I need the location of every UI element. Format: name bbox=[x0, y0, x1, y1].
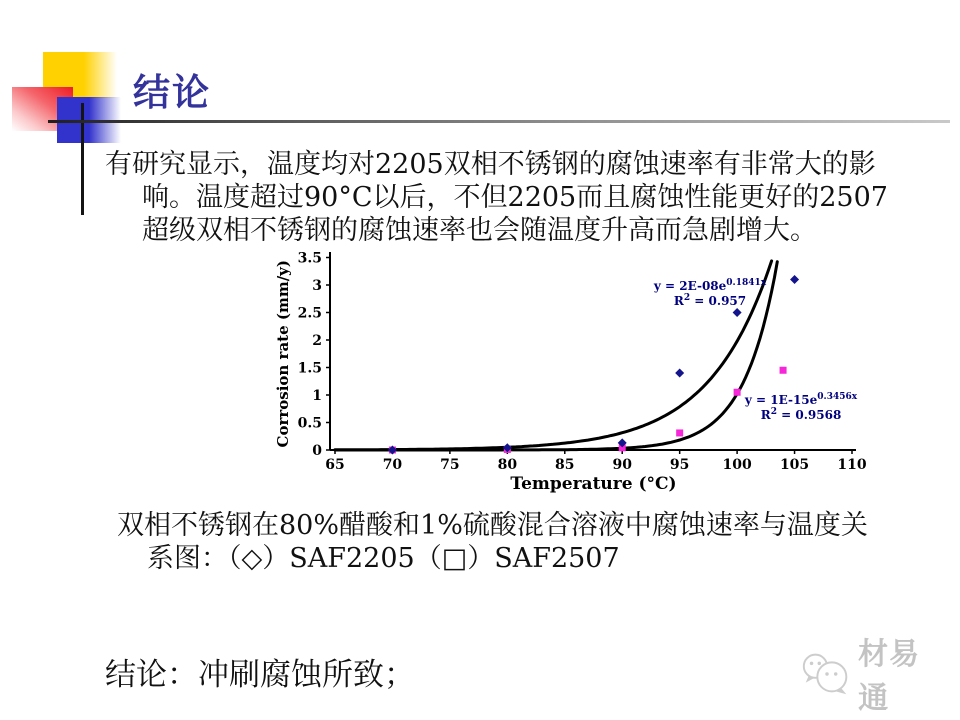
figure-caption-line1: 双相不锈钢在80%醋酸和1%硫酸混合溶液中腐蚀速率与温度关 bbox=[117, 510, 868, 541]
svg-text:3.5: 3.5 bbox=[297, 250, 322, 267]
svg-text:2: 2 bbox=[312, 333, 322, 349]
svg-text:Corrosion rate (mm/y): Corrosion rate (mm/y) bbox=[274, 260, 292, 448]
svg-text:R2 = 0.957: $R^2 = 0.957$ bbox=[673, 293, 747, 308]
svg-text:0.5: 0.5 bbox=[297, 415, 322, 432]
svg-text:105: 105 bbox=[779, 457, 810, 473]
body-text-line2: 响。温度超过90°C以后，不但2205而且腐蚀性能更好的2507 bbox=[142, 182, 888, 213]
svg-text:R2 = 0.9568: $R^2 = 0.9568$ bbox=[760, 407, 842, 422]
body-text-line3: 超级双相不锈钢的腐蚀速率也会随温度升高而急剧增大。 bbox=[142, 215, 817, 246]
svg-text:100: 100 bbox=[722, 457, 752, 473]
svg-text:85: 85 bbox=[555, 457, 575, 473]
svg-text:95: 95 bbox=[669, 457, 690, 473]
svg-text:1.5: 1.5 bbox=[297, 360, 322, 377]
header-divider-line bbox=[48, 120, 950, 123]
corrosion-chart-figure bbox=[248, 244, 888, 494]
svg-text:3: 3 bbox=[312, 278, 322, 294]
svg-text:1: 1 bbox=[312, 388, 322, 404]
svg-text:110: 110 bbox=[837, 457, 867, 473]
body-text-line1: 有研究显示，温度均对2205双相不锈钢的腐蚀速率有非常大的影 bbox=[105, 149, 876, 180]
slide-title: 结论 bbox=[133, 70, 211, 114]
svg-text:y = 2E-08e0.1841x: $y = 2E-08e^{0.1841x}$ bbox=[653, 278, 767, 293]
svg-text:90: 90 bbox=[612, 457, 632, 473]
conclusion-text: 结论：冲刷腐蚀所致； bbox=[105, 657, 415, 693]
svg-text:0: 0 bbox=[312, 443, 322, 459]
svg-text:75: 75 bbox=[440, 457, 460, 473]
figure-caption-line2: 系图：（◇）SAF2205（□）SAF2507 bbox=[147, 543, 620, 574]
svg-text:Temperature (°C): Temperature (°C) bbox=[510, 474, 677, 494]
svg-text:65: 65 bbox=[325, 457, 345, 473]
corrosion-rate-vs-temperature-chart bbox=[248, 244, 888, 494]
svg-text:80: 80 bbox=[497, 457, 518, 473]
watermark-logo bbox=[798, 636, 948, 716]
svg-text:2.5: 2.5 bbox=[297, 305, 322, 322]
chat-bubbles-icon bbox=[798, 648, 854, 698]
svg-text:70: 70 bbox=[382, 457, 403, 473]
logo-text: 材易通 bbox=[858, 636, 921, 716]
svg-text:y = 1E-15e0.3456x: $y = 1E-15e^{0.3456x}$ bbox=[744, 392, 858, 407]
